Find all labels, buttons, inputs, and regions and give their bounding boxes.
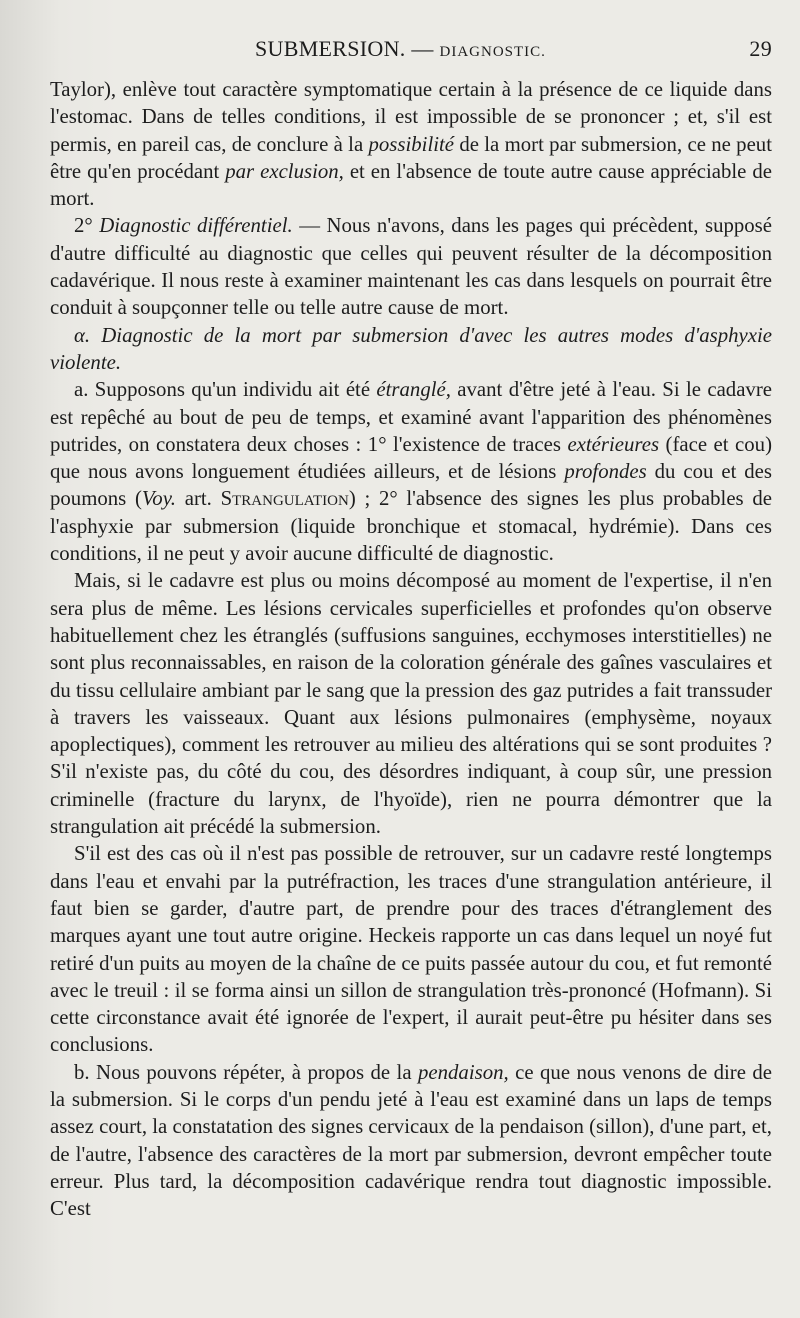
text-span: b. Nous pouvons répéter, à propos de la: [74, 1060, 418, 1084]
running-header: [50, 36, 772, 76]
text-span: (face et cou) que nous avons longuement étudiées ailleurs, et de lésions: [50, 432, 772, 484]
paragraph-1: [50, 76, 772, 212]
italic-profondes: profondes: [564, 460, 647, 484]
italic-exterieures: extérieures: [567, 432, 660, 456]
page-number: 29: [749, 36, 772, 61]
italic-possibilite: possibilité: [368, 132, 455, 156]
text-span: et en l'absence de toute autre cause appréciable de mort.: [50, 159, 772, 211]
italic-par-exclusion: par exclusion,: [225, 159, 344, 183]
paragraph-5: Mais, si le cadavre est plus ou moins décomposé au moment de l'expertise, il n'en sera plus de même. Les lésions cervicales superficielles et profondes qu'on observe habituellement chez les étranglés (suffusions sanguines, ecchymoses interstitielles) ne sont plus reconnaissables, en raison de la coloration générale des gaînes vasculaires et du tissu cellulaire ambiant par le sang que la pression des gaz putrides a fait transsuder à travers les vaisseaux. Quant aux lésions pulmonaires (emphysème, noyaux apoplectiques), comment les retrouver au milieu des altérations qui se sont produites ? S'il n'existe pas, du côté du cou, des désordres indiquant, à coup sûr, une pression criminelle (fracture du larynx, de l'hyoïde), rien ne pourra démontrer que la strangulation ait précédé la submersion.: [50, 569, 772, 839]
text-span: avant d'être jeté à l'eau. Si le cadavre est repêché au bout de peu de temps, et examiné avant l'apparition des phénomènes putrides, on constatera deux choses : 1° l'existence de traces: [50, 378, 772, 456]
text-span: a. Supposons qu'un individu ait été: [74, 378, 377, 402]
paragraph-6: S'il est des cas où il n'est pas possible de retrouver, sur un cadavre resté longtemps dans l'eau et envahi par la putréfraction, les traces d'une strangulation antérieure, il faut bien se garder, d'autre part, de prendre pour des traces d'étranglement des marques ayant une tout autre origine. Heckeis rapporte un cas dans lequel un noyé fut retiré d'un puits au moyen de la chaîne de ce puits passée autour du cou, et fut remonté avec le treuil : il se forma ainsi un sillon de strangulation très-prononcé (Hofmann). Si cette circonstance avait été ignorée de l'expert, il aurait peut-être pu hésiter dans ses conclusions.: [50, 842, 772, 1057]
running-title-section: DIAGNOSTIC.: [439, 44, 546, 60]
cross-reference-strangulation: Strangulation: [220, 487, 349, 511]
paragraph-3: [50, 322, 772, 377]
subsection-marker: α.: [74, 323, 102, 347]
text-span: ) ; 2° l'absence des signes les plus probables de l'asphyxie par submersion (liquide bronchique et stomacal, hydrémie). Dans ces conditions, il ne peut y avoir aucune difficulté de diagnostic.: [50, 487, 772, 566]
text-span: du cou et des poumons (: [50, 460, 772, 511]
running-title-main: SUBMERSION. —: [255, 36, 440, 61]
paragraph-7: [50, 1059, 772, 1223]
text-span: art.: [176, 487, 221, 511]
section-heading-diagnostic-differentiel: Diagnostic différentiel.: [99, 214, 293, 238]
text-span: ce que nous venons de dire de la submersion. Si le corps d'un pendu jeté à l'eau est examiné dans un laps de temps assez court, la constatation des signes cervicaux de la pendaison (sillon), d'une part, et, de l'autre, l'absence des caractères de la mort par submersion, devront empêcher toute erreur. Plus tard, la décomposition cadavérique rendra tout diagnostic impossible. C'est: [50, 1060, 772, 1221]
body-text: [50, 76, 772, 1222]
italic-voy: Voy.: [141, 487, 176, 511]
text-span: 2°: [74, 214, 100, 238]
subsection-heading: Diagnostic de la mort par submersion d'avec les autres modes d'asphyxie violente.: [50, 323, 772, 374]
text-span: — Nous n'avons, dans les pages qui précèdent, supposé d'autre difficulté au diagnostic que celles qui peuvent résulter de la décomposition cadavérique. Il nous reste à examiner maintenant les cas dans lesquels on pourrait être conduit à soupçonner telle ou telle autre cause de mort.: [50, 214, 773, 320]
text-span: Taylor), enlève tout caractère symptomatique certain à la présence de ce liquide dans l'estomac. Dans de telles conditions, il est impossible de se prononcer ; et, s'il est permis, en pareil cas, de conclure à la: [50, 78, 772, 156]
italic-pendaison: pendaison,: [418, 1060, 509, 1084]
paragraph-2: [50, 212, 772, 321]
paragraph-4: [50, 376, 772, 567]
text-span: de la mort par submersion, ce ne peut être qu'en procédant: [50, 132, 772, 183]
running-title: [255, 36, 546, 62]
italic-etrangle: étranglé,: [376, 378, 451, 402]
